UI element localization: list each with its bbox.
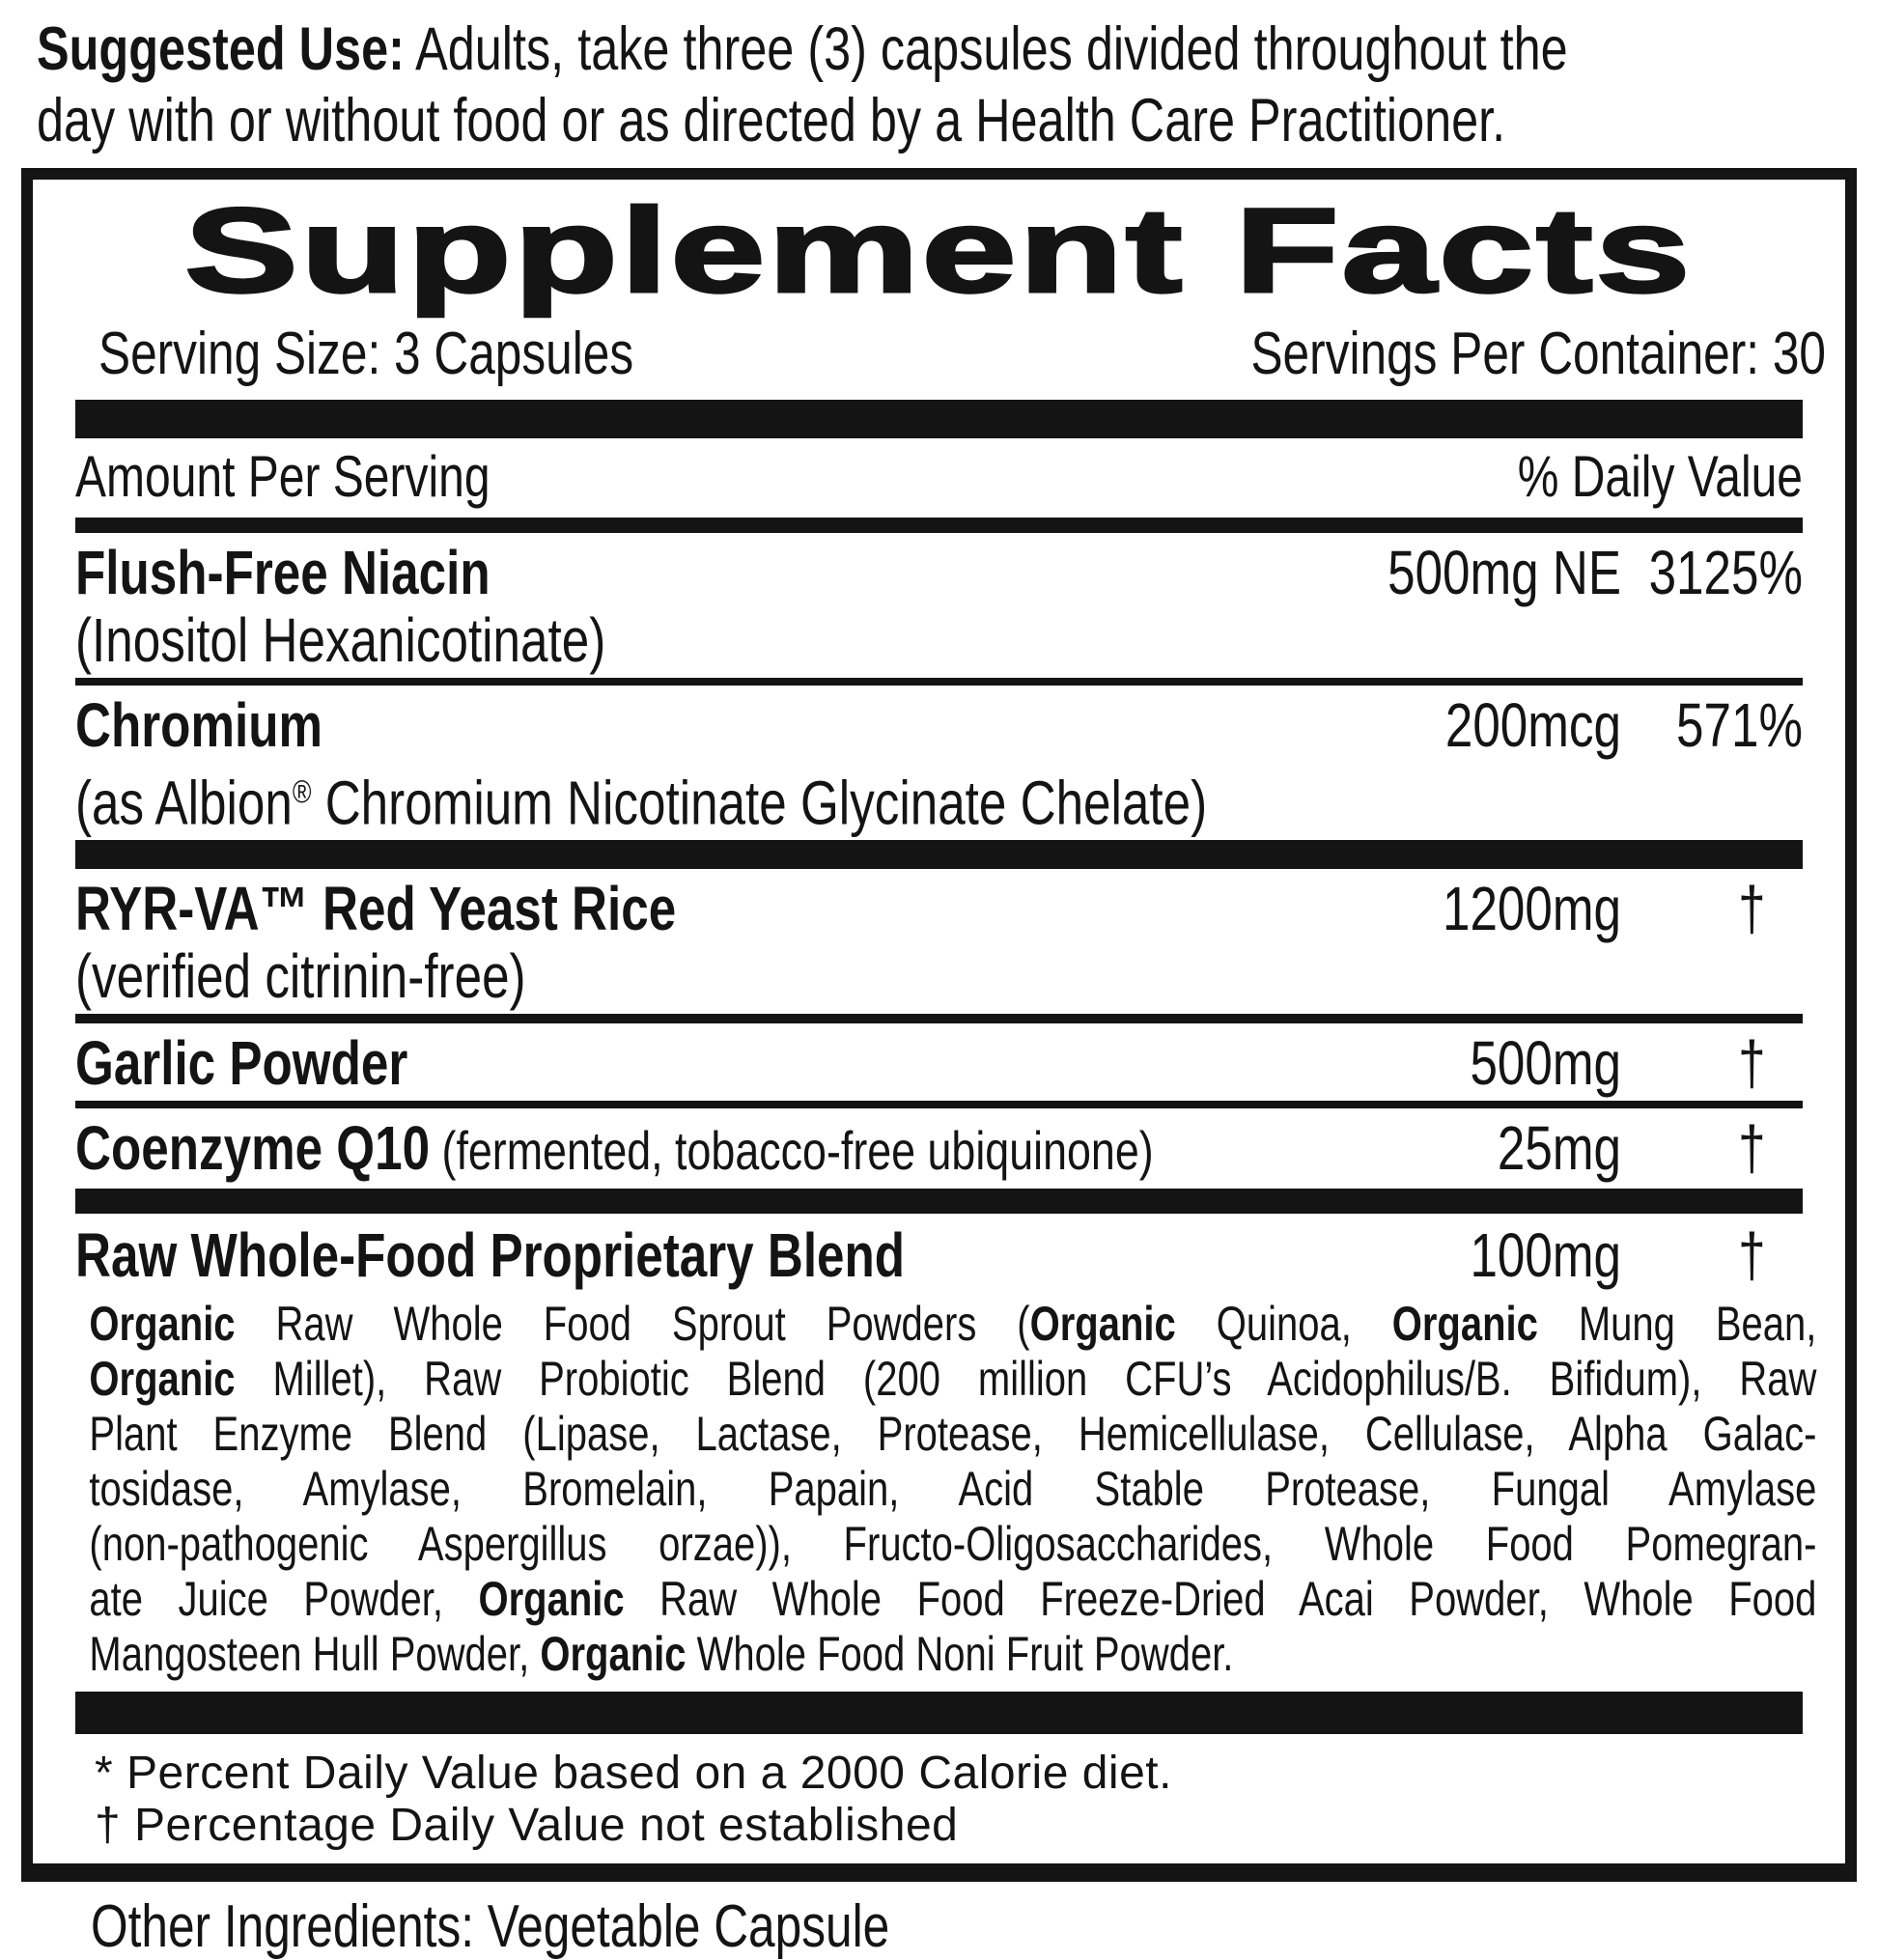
ingredient-row-coq10 [75, 1108, 1803, 1189]
ingredient-row-line [75, 1214, 1803, 1291]
ingredient-name-block [75, 539, 1357, 674]
other-ingredients: Other Ingredients: Vegetable Capsule [91, 1893, 890, 1960]
blend-ingredient-list [75, 1291, 1816, 1688]
suggested-use-line1: Suggested Use: Adults, take three (3) capsules divided throughout the [37, 15, 1568, 83]
ingredient-name: Raw Whole-Food Proprietary Blend [75, 1220, 906, 1291]
blend-line: ate Juice Powder, Organic Raw Whole Food Freeze-Dried Acai Powder, Whole Food [89, 1572, 1817, 1627]
ingredient-daily-value: † [1738, 874, 1766, 944]
ingredient-daily-value: 571% [1676, 690, 1803, 760]
servings-per-container: Servings Per Container: 30 [1250, 321, 1826, 387]
blend-line: Organic Raw Whole Food Sprout Powders (Organic Quinoa, Organic Mung Bean, [89, 1297, 1817, 1352]
ingredient-row-line [75, 869, 1803, 1014]
footnotes [75, 1734, 1803, 1852]
serving-row [75, 311, 1855, 400]
suggested-use [37, 14, 1878, 156]
column-header-amount: Amount Per Serving [75, 444, 491, 509]
divider-bar-thick [75, 400, 1803, 438]
ingredient-row-line [75, 1023, 1803, 1101]
blend-line: tosidase, Amylase, Bromelain, Papain, Acid Stable Protease, Fungal Amylase [89, 1462, 1817, 1517]
suggested-use-line2: day with or without food or as directed by a Health Care Practitioner. [37, 87, 1506, 154]
ingredient-name: RYR-VA™ Red Yeast Rice [75, 874, 677, 944]
column-header-row [75, 438, 1846, 518]
ingredient-amount: 500mg NE [1387, 538, 1621, 607]
divider-line [75, 678, 1803, 686]
ingredient-daily-value: 3125% [1648, 538, 1803, 607]
divider-bar-thick [75, 1189, 1803, 1214]
ingredient-daily-value: † [1738, 1220, 1766, 1291]
ingredient-name-block [75, 1221, 1439, 1289]
blend-line: Organic Millet), Raw Probiotic Blend (200 million CFU’s Acidophilus/B. Bifidum), Raw [89, 1352, 1817, 1407]
ingredient-name-block [75, 1114, 1467, 1185]
serving-size: Serving Size: 3 Capsules [98, 321, 634, 387]
panel-title: Supplement Facts [184, 184, 1694, 318]
blend-line: Plant Enzyme Blend (Lipase, Lactase, Protease, Hemicellulase, Cellulase, Alpha Galac- [89, 1407, 1817, 1462]
ingredient-name: Coenzyme Q10 [75, 1113, 431, 1184]
ingredient-amount: 200mcg [1444, 690, 1621, 760]
ingredient-name: Garlic Powder [75, 1028, 408, 1099]
ingredient-row-niacin [75, 533, 1803, 678]
ingredient-subtext: (as Albion® Chromium Nicotinate Glycinate Chelate) [75, 768, 1208, 838]
ingredient-subtext: (verified citrinin-free) [75, 941, 526, 1012]
ingredient-row-line [75, 686, 1803, 840]
ingredient-row-red-yeast-rice [75, 869, 1803, 1014]
ingredient-amount: 1200mg [1442, 874, 1621, 944]
ingredient-row-proprietary-blend [75, 1214, 1803, 1291]
blend-line: (non-pathogenic Aspergillus orzae)), Fructo-Oligosaccharides, Whole Food Pomegran- [89, 1517, 1817, 1572]
ingredient-amount: 100mg [1470, 1220, 1621, 1291]
divider-bar-medium [75, 518, 1803, 533]
ingredient-daily-value: † [1738, 1028, 1766, 1099]
divider-line [75, 1101, 1803, 1108]
supplement-facts-panel [21, 168, 1857, 1882]
ingredient-name: Flush-Free Niacin [75, 538, 491, 607]
ingredient-row-line [75, 1108, 1803, 1189]
footnote-percent-dv: * Percent Daily Value based on a 2000 Calorie diet. [95, 1748, 1172, 1800]
ingredient-subtext: (Inositol Hexanicotinate) [75, 605, 606, 675]
blend-line: Mangosteen Hull Powder, Organic Whole Food Noni Fruit Powder. [89, 1627, 1234, 1682]
ingredient-daily-value: † [1738, 1113, 1766, 1184]
ingredient-amount: 500mg [1470, 1028, 1621, 1099]
divider-line [75, 1014, 1803, 1023]
ingredient-row-garlic [75, 1023, 1803, 1101]
ingredient-name-line [75, 1114, 1467, 1185]
ingredient-name-block [75, 1029, 1439, 1097]
divider-bar-thick [75, 1692, 1803, 1734]
column-header-daily-value: % Daily Value [1517, 444, 1803, 509]
ingredient-name-block [75, 691, 1415, 836]
ingredient-row-chromium [75, 686, 1803, 840]
ingredient-name-block [75, 875, 1412, 1010]
ingredient-inline-note: (fermented, tobacco-free ubiquinone) [430, 1120, 1154, 1182]
ingredient-amount: 25mg [1497, 1113, 1621, 1184]
ingredient-name: Chromium [75, 690, 322, 760]
ingredient-row-line [75, 533, 1803, 678]
footnote-dagger: † Percentage Daily Value not established [95, 1800, 959, 1852]
divider-bar-thick [75, 840, 1803, 869]
